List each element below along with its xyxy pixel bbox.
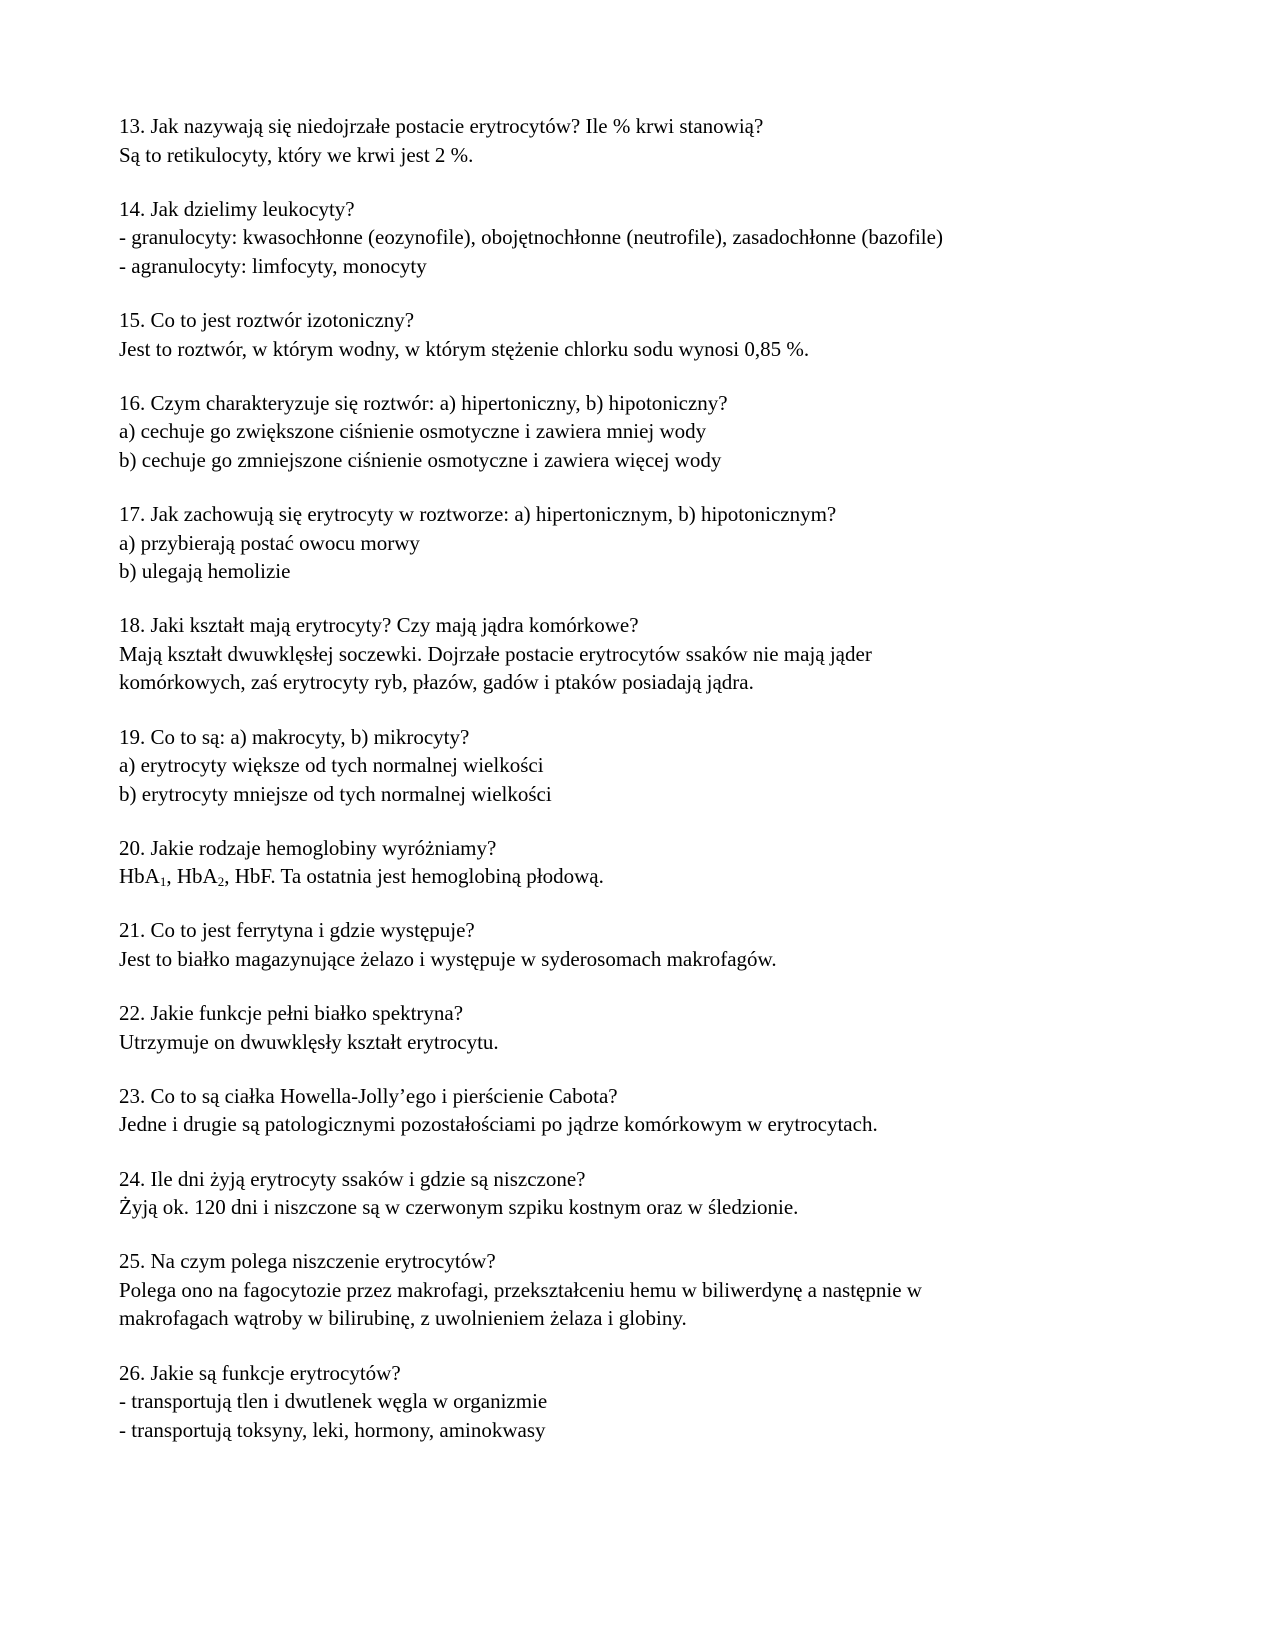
answer-20-part-b: , HbA bbox=[166, 864, 218, 889]
question-13: 13. Jak nazywają się niedojrzałe postacie erytrocytów? Ile % krwi stanowią? bbox=[119, 114, 764, 138]
question-18: 18. Jaki kształt mają erytrocyty? Czy mają jądra komórkowe? bbox=[119, 613, 639, 638]
answer-17-line-2: b) ulegają hemolizie bbox=[119, 559, 291, 584]
question-24: 24. Ile dni żyją erytrocyty ssaków i gdzie są niszczone? bbox=[119, 1166, 586, 1191]
qa-item-18 bbox=[119, 611, 1159, 697]
qa-item-19 bbox=[119, 723, 1159, 809]
question-19: 19. Co to są: a) makrocyty, b) mikrocyty? bbox=[119, 724, 470, 749]
answer-26-line-2: - transportują toksyny, leki, hormony, aminokwasy bbox=[119, 1417, 546, 1442]
question-14: 14. Jak dzielimy leukocyty? bbox=[119, 196, 355, 221]
answer-25-line-2: makrofagach wątroby w bilirubinę, z uwolnieniem żelaza i globiny. bbox=[119, 1306, 687, 1331]
question-20: 20. Jakie rodzaje hemoglobiny wyróżniamy? bbox=[119, 835, 497, 860]
answer-19-line-2: b) erytrocyty mniejsze od tych normalnej wielkości bbox=[119, 781, 552, 806]
question-26: 26. Jakie są funkcje erytrocytów? bbox=[119, 1360, 401, 1385]
answer-24-line-1: Żyją ok. 120 dni i niszczone są w czerwonym szpiku kostnym oraz w śledzionie. bbox=[119, 1195, 799, 1220]
qa-item-17 bbox=[119, 500, 1159, 586]
answer-15-line-1: Jest to roztwór, w którym wodny, w którym stężenie chlorku sodu wynosi 0,85 %. bbox=[119, 336, 810, 361]
qa-item-16 bbox=[119, 389, 1159, 475]
qa-item-14 bbox=[119, 195, 1159, 281]
document-body bbox=[119, 112, 1159, 1470]
answer-19-line-1: a) erytrocyty większe od tych normalnej wielkości bbox=[119, 753, 544, 778]
question-23: 23. Co to są ciałka Howella-Jolly’ego i pierścienie Cabota? bbox=[119, 1083, 618, 1108]
answer-26-line-1: - transportują tlen i dwutlenek węgla w organizmie bbox=[119, 1389, 548, 1414]
qa-item-13 bbox=[119, 112, 1159, 169]
qa-item-20 bbox=[119, 834, 1159, 891]
answer-20-part-c: , HbF. Ta ostatnia jest hemoglobiną płodową. bbox=[224, 864, 604, 889]
question-17: 17. Jak zachowują się erytrocyty w roztworze: a) hipertonicznym, b) hipotonicznym? bbox=[119, 501, 837, 526]
qa-item-24 bbox=[119, 1165, 1159, 1222]
answer-20-subscript-a: 1 bbox=[159, 874, 167, 890]
question-16: 16. Czym charakteryzuje się roztwór: a) hipertoniczny, b) hipotoniczny? bbox=[119, 390, 728, 415]
answer-20-subscript-b: 2 bbox=[217, 874, 225, 890]
qa-item-26 bbox=[119, 1359, 1159, 1445]
answer-20-part-a: HbA bbox=[119, 864, 160, 889]
answer-13-line-1: Są to retikulocyty, który we krwi jest 2 %. bbox=[119, 142, 474, 167]
question-25: 25. Na czym polega niszczenie erytrocytów? bbox=[119, 1249, 496, 1274]
question-21: 21. Co to jest ferrytyna i gdzie występuje? bbox=[119, 918, 475, 943]
answer-16-line-1: a) cechuje go zwiększone ciśnienie osmotyczne i zawiera mniej wody bbox=[119, 419, 707, 444]
answer-21-line-1: Jest to białko magazynujące żelazo i występuje w syderosomach makrofagów. bbox=[119, 947, 777, 972]
answer-14-line-2: - agranulocyty: limfocyty, monocyty bbox=[119, 253, 427, 278]
qa-item-23 bbox=[119, 1082, 1159, 1139]
qa-item-21 bbox=[119, 916, 1159, 973]
answer-16-line-2: b) cechuje go zmniejszone ciśnienie osmotyczne i zawiera więcej wody bbox=[119, 447, 722, 472]
answer-17-line-1: a) przybierają postać owocu morwy bbox=[119, 530, 420, 555]
answer-22-line-1: Utrzymuje on dwuwklęsły kształt erytrocytu. bbox=[119, 1029, 499, 1054]
question-22: 22. Jakie funkcje pełni białko spektryna? bbox=[119, 1001, 464, 1026]
answer-18-line-1: Mają kształt dwuwklęsłej soczewki. Dojrzałe postacie erytrocytów ssaków nie mają jąder bbox=[119, 641, 872, 666]
question-15: 15. Co to jest roztwór izotoniczny? bbox=[119, 307, 415, 332]
answer-20-line-1 bbox=[119, 862, 1159, 891]
qa-item-22 bbox=[119, 999, 1159, 1056]
answer-18-line-2: komórkowych, zaś erytrocyty ryb, płazów, gadów i ptaków posiadają jądra. bbox=[119, 670, 754, 695]
answer-14-line-1: - granulocyty: kwasochłonne (eozynofile), obojętnochłonne (neutrofile), zasadochłonne (bazofile) bbox=[119, 225, 943, 250]
qa-item-25 bbox=[119, 1247, 1159, 1333]
answer-23-line-1: Jedne i drugie są patologicznymi pozostałościami po jądrze komórkowym w erytrocytach. bbox=[119, 1112, 878, 1137]
qa-item-15 bbox=[119, 306, 1159, 363]
answer-25-line-1: Polega ono na fagocytozie przez makrofagi, przekształceniu hemu w biliwerdynę a następnie w bbox=[119, 1277, 922, 1302]
